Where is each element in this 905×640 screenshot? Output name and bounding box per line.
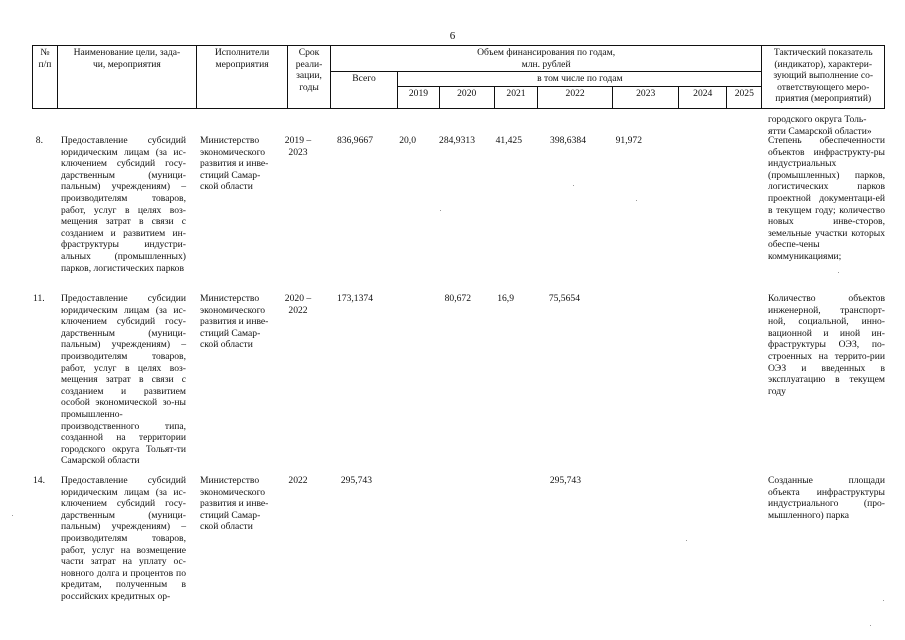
header-total: Всего: [330, 72, 397, 109]
row-2020: 80,672: [444, 293, 471, 304]
header-tact: Тактический показатель (индикатор), характери- зующий выполнение со- ответствующего меро- приятия (мероприятий): [762, 46, 885, 109]
header-year-2020: 2020: [439, 86, 494, 108]
row-total: 836,9667: [337, 135, 373, 146]
row-exec: Министерство экономического развития и инве- стиций Самар- ской области: [200, 293, 269, 351]
scan-speck: [883, 600, 884, 601]
header-year-2019: 2019: [398, 86, 440, 108]
row-num: 11.: [33, 293, 45, 304]
row-exec: Министерство экономического развития и инве- стиций Самар- ской области: [200, 475, 269, 533]
header-incl: в том числе по годам: [398, 72, 762, 87]
header-year-2023: 2023: [612, 86, 678, 108]
row-name: Предоставление субсидий юридическим лицам (за ис-ключением субсидий госу-дарственным (муници-пальным) учреждениям) – производителям товаров, работ, услуг в целях воз-мещения затрат в связи с созданием и развитием ин-фраструктуры индустри-альных (промышленных) парков, логистических парков: [61, 135, 186, 274]
row-2019: 20,0: [399, 135, 416, 146]
row-term: 2022: [288, 475, 308, 486]
header-name: Наименование цели, зада- чи, мероприятия: [57, 46, 196, 109]
header-year-2025: 2025: [727, 86, 762, 108]
row-name: Предоставление субсидий юридическим лицам (за ис-ключением субсидий госу-дарственным (муници-пальным) учреждениям) – производителям товаров, работ, услуг на возмещение части затрат на уплату ос-новного долга и процентов по кредитам, полученным в российских кредитных ор-: [61, 475, 186, 602]
scan-speck: [838, 272, 839, 273]
row-name: Предоставление субсидии юридическим лицам (за ис-ключением субсидий госу-дарственным (муници-пальным) учреждениям) – производителям товаров, работ, услуг в целях воз-мещения затрат в связи с созданием и развитием особой экономической зо-ны промышленно-производственного типа, созданной на территории городского округа Тольят-ти Самарской области: [61, 293, 186, 467]
header-year-2024: 2024: [679, 86, 727, 108]
row-2023: 91,972: [615, 135, 642, 146]
row-2022: 398,6384: [550, 135, 586, 146]
header-year-2021: 2021: [494, 86, 538, 108]
row-2020: 284,9313: [439, 135, 475, 146]
row-exec: Министерство экономического развития и инве- стиций Самар- ской области: [200, 135, 269, 193]
header-year-2022: 2022: [538, 86, 613, 108]
row-num: 14.: [33, 475, 45, 486]
row-term: 2020 – 2022: [284, 293, 312, 316]
scan-speck: [440, 210, 441, 211]
row-2022: 295,743: [549, 475, 581, 486]
table-header: [32, 45, 885, 109]
row-2021: 16,9: [497, 293, 514, 304]
header-num: № п/п: [33, 46, 58, 109]
row-tact: Степень обеспеченности объектов инфраструкту-ры индустриальных (промышленных) парков, логистических парков проектной документаци-ей в текущем году; количество новых инве-сторов, земельные участки которых обеспе-чены коммуникациями;: [768, 135, 885, 262]
row-2021: 41,425: [495, 135, 522, 146]
row-tact: Количество объектов инженерной, транспорт-ной, социальной, инно-вационной и иной ин-фраструктуры ОЭЗ, по-строенных на террито-рии ОЭЗ и введенных в эксплуатацию в текущем году: [768, 293, 885, 397]
row-tact: Созданные площади объекта инфраструктуры индустриального (про-мышленного) парка: [768, 475, 885, 521]
header-term: Срок реали- зации, годы: [288, 46, 331, 109]
scan-speck: [870, 625, 871, 626]
scan-speck: [686, 540, 687, 541]
scan-speck: [636, 200, 637, 201]
row-term: 2019 – 2023: [284, 135, 312, 158]
page-number: 6: [449, 30, 456, 42]
scan-speck: [12, 515, 13, 516]
row-2022: 75,5654: [548, 293, 580, 304]
row-total: 173,1374: [337, 293, 373, 304]
scan-speck: [573, 185, 574, 186]
header-exec: Исполнители мероприятия: [196, 46, 287, 109]
row-total: 295,743: [340, 475, 372, 486]
row-num: 8.: [35, 135, 43, 146]
continuation-text: городского округа Толь- ятти Самарской области»: [768, 114, 872, 137]
header-funding: Объем финансирования по годам, млн. рублей: [330, 46, 762, 72]
